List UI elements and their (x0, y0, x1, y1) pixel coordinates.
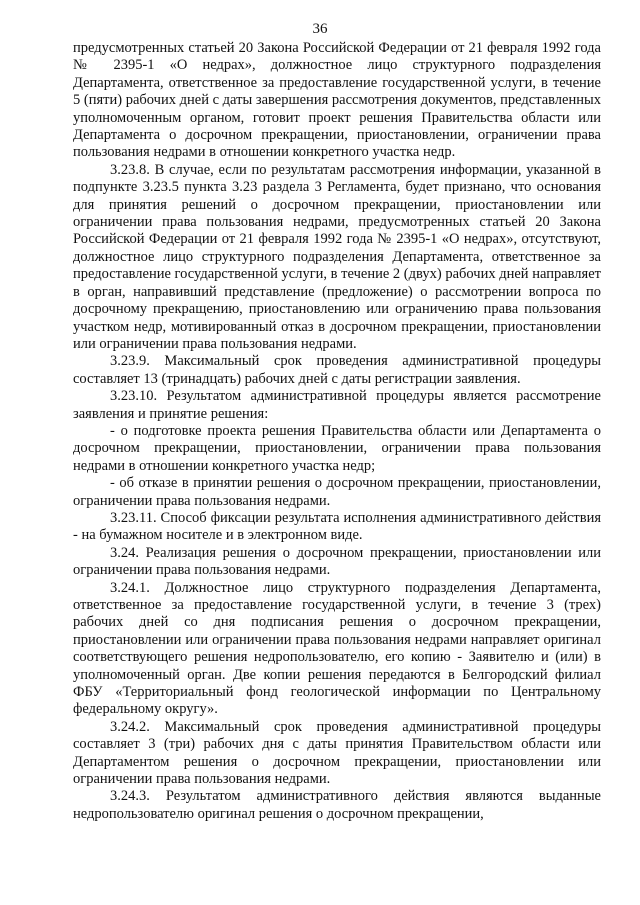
document-body (73, 40, 601, 823)
paragraph: предусмотренных статьей 20 Закона Российской Федерации от 21 февраля 1992 года № 2395-1 «О недрах», должностное лицо структурного подразделения Департамента, ответственное за предоставление государственной услуги, в течение 5 (пяти) рабочих дней с даты завершения рассмотрения документов, представленных уполномоченным органом, готовит проект решения Правительства области или Департамента о досрочном прекращении, приостановлении, ограничении права пользования недрами в отношении конкретного участка недр. (73, 40, 601, 161)
paragraph: 3.23.9. Максимальный срок проведения административной процедуры составляет 13 (тринадцать) рабочих дней с даты регистрации заявления. (73, 353, 601, 387)
paragraph: 3.24.2. Максимальный срок проведения административной процедуры составляет 3 (три) рабочих дня с даты принятия Правительством области или Департаментом решения о досрочном прекращении, приостановлении или ограничении права пользования недрами. (73, 718, 601, 788)
section-heading: 3.24. Реализация решения о досрочном прекращении, приостановлении или ограничении права пользования недрами. (73, 544, 601, 579)
paragraph: 3.23.10. Результатом административной процедуры является рассмотрение заявления и принятие решения: (73, 388, 601, 422)
page-number: 36 (312, 21, 328, 37)
paragraph: 3.23.11. Способ фиксации результата исполнения административного действия - на бумажном носителе и в электронном виде. (73, 509, 601, 544)
paragraph: 3.24.1. Должностное лицо структурного подразделения Департамента, ответственное за предоставление государственной услуги, в течение 3 (трех) рабочих дней со дня подписания решения о досрочном прекращении, приостановлении или ограничении права пользования недрами направляет оригинал соответствующего решения недропользователю, его копию - Заявителю и (или) в уполномоченный орган. Две копии решения передаются в Белгородский филиал ФБУ «Территориальный фонд геологической информации по Центральному федеральному округу». (73, 579, 601, 718)
list-item: - о подготовке проекта решения Правительства области или Департамента о досрочном прекращении, приостановлении, ограничении права пользования недрами в отношении конкретного участка недр; (73, 422, 601, 474)
list-item: - об отказе в принятии решения о досрочном прекращении, приостановлении, ограничении права пользования недрами. (73, 475, 601, 509)
paragraph: 3.24.3. Результатом административного действия являются выданные недропользователю оригинал решения о досрочном прекращении, (73, 788, 601, 822)
paragraph: 3.23.8. В случае, если по результатам рассмотрения информации, указанной в подпункте 3.23.5 пункта 3.23 раздела 3 Регламента, будет признано, что основания для принятия решений о досрочном прекращении, приостановлении или ограничении права пользования недрами, предусмотренных статьей 20 Закона Российской Федерации от 21 февраля 1992 года № 2395-1 «О недрах», отсутствуют, должностное лицо структурного подразделения Департамента, ответственное за предоставление государственной услуги, в течение 2 (двух) рабочих дней направляет в орган, направивший представление (предложение) о рассмотрении вопроса по досрочному прекращению, приостановлению или ограничению права пользования участком недр, мотивированный отказ в досрочном прекращении, приостановлении или ограничении права пользования недрами. (73, 161, 601, 352)
